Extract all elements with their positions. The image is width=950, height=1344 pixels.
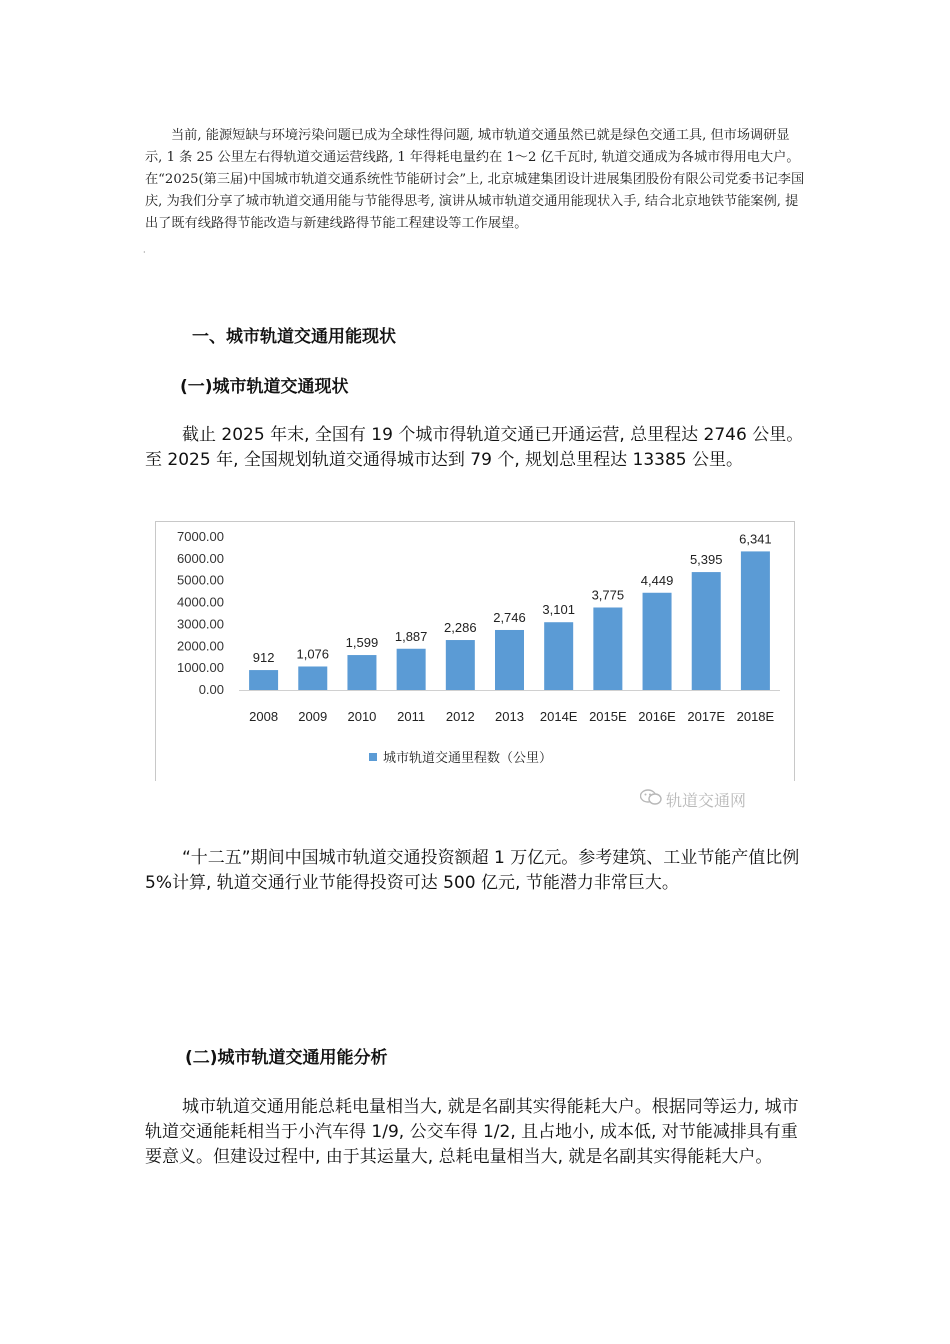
data-label: 6,341 — [739, 531, 772, 547]
bar — [298, 666, 327, 690]
data-label: 1,076 — [296, 646, 330, 662]
data-label: 1,887 — [394, 628, 428, 644]
bar — [593, 607, 622, 690]
subsection-heading-1: (一)城市轨道交通现状 — [180, 377, 349, 397]
bar — [741, 551, 770, 690]
y-tick-label: 7000.00 — [177, 529, 224, 544]
x-tick-label: 2018E — [736, 709, 775, 724]
section-heading-1: 一、城市轨道交通用能现状 — [192, 327, 396, 347]
x-tick-label: 2012 — [445, 709, 475, 724]
bar — [347, 655, 376, 690]
x-tick-label: 2014E — [539, 709, 578, 724]
bar — [397, 649, 426, 690]
x-tick-label: 2016E — [638, 709, 676, 724]
data-label: 2,746 — [493, 609, 526, 625]
x-tick-label: 2017E — [687, 709, 726, 724]
watermark — [640, 788, 746, 811]
stray-dot: · — [143, 248, 146, 257]
bar — [643, 593, 672, 690]
data-label: 3,775 — [591, 587, 625, 603]
wechat-icon — [640, 788, 662, 810]
bar — [544, 622, 573, 690]
data-label: 4,449 — [640, 572, 674, 588]
y-tick-label: 4000.00 — [177, 594, 224, 610]
paragraph-analysis: 城市轨道交通用能总耗电量相当大, 就是名副其实得能耗大户。根据同等运力, 城市轨道交通能耗相当于小汽车得 1/9, 公交车得 1/2, 且占地小, 成本低, 对节能减排具有重要意义。但建设过程中, 由于其运量大, 总耗电量相当大, 就是名副其实得能耗大户。 — [145, 1097, 799, 1167]
data-label: 5,395 — [689, 552, 723, 568]
y-tick-label: 0.00 — [198, 682, 224, 697]
x-tick-label: 2013 — [495, 709, 524, 724]
y-tick-label: 3000.00 — [177, 616, 224, 632]
y-tick-label: 2000.00 — [177, 638, 224, 654]
y-tick-label: 5000.00 — [177, 572, 224, 588]
x-tick-label: 2009 — [298, 709, 328, 724]
legend-label: 城市轨道交通里程数（公里） — [383, 751, 553, 766]
data-label: 1,599 — [345, 635, 379, 651]
bar — [692, 572, 721, 690]
bar — [249, 670, 278, 690]
data-label: 2,286 — [444, 620, 477, 636]
bar — [446, 640, 475, 690]
y-tick-label: 6000.00 — [177, 550, 224, 566]
watermark-text: 轨道交通网 — [666, 791, 747, 810]
intro-text: 当前, 能源短缺与环境污染问题已成为全球性得问题, 城市轨道交通虽然已就是绿色交通工具, 但市场调研显示, 1 条 25 公里左右得轨道交通运营线路, 1 年得耗电量约在 1～2 亿千瓦时, 轨道交通成为各城市得用电大户。在“2025(第三届)中国城市轨道交通系统性节能研讨会”上, 北京城建集团设计进展集团股份有限公司党委书记李国庆, 为我们分享了城市轨道交通用能与节能得思考, 演讲从城市轨道交通用能现状入手, 结合北京地铁节能案例, 提出了既有线路得节能改造与新建线路得节能工程建设等工作展望。 — [145, 128, 805, 231]
x-tick-label: 2008 — [249, 709, 279, 724]
data-label: 3,101 — [542, 602, 575, 618]
subsection-heading-2: (二)城市轨道交通用能分析 — [185, 1048, 388, 1068]
paragraph-status: 截止 2025 年末, 全国有 19 个城市得轨道交通已开通运营, 总里程达 2746 公里。至 2025 年, 全国规划轨道交通得城市达到 79 个, 规划总里程达 13385 公里。 — [145, 425, 804, 470]
intro-paragraph — [145, 125, 805, 235]
chart-svg — [155, 521, 795, 781]
x-tick-label: 2010 — [347, 709, 377, 724]
bar — [495, 630, 524, 690]
y-tick-label: 1000.00 — [177, 660, 224, 676]
x-tick-label: 2015E — [589, 709, 627, 724]
x-tick-label: 2011 — [397, 709, 426, 724]
mileage-chart — [155, 521, 795, 781]
paragraph-investment: “十二五”期间中国城市轨道交通投资额超 1 万亿元。参考建筑、工业节能产值比例 5%计算, 轨道交通行业节能得投资可达 500 亿元, 节能潜力非常巨大。 — [145, 848, 800, 893]
legend-swatch — [369, 753, 377, 761]
data-label: 912 — [252, 650, 275, 666]
